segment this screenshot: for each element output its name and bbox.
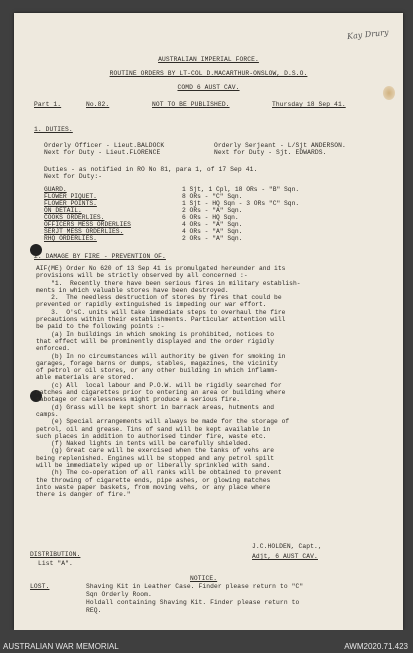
duty-detail: 4 ORs - "A" Sqn. [182,221,243,228]
duty-name: FLOWER POINTS. [44,200,97,207]
archive-accession-number: AWM2020.71.423 [344,642,408,651]
handwritten-annotation: Kay Drury [347,27,390,42]
duty-name: SERJT MESS ORDERLIES. [44,228,124,235]
notice-heading: NOTICE. [190,575,218,582]
signatory-name: J.C.HOLDEN, Capt., [252,543,322,550]
order-number: No.82. [86,101,110,108]
duty-detail: 1 Sjt - HQ Sqn - 3 ORs "C" Sqn. [182,200,300,207]
signatory-role: Adjt, 6 AUST CAV. [252,553,318,560]
part-number: Part 1. [34,101,62,108]
order-date: Thursday 18 Sep 41. [272,101,346,108]
unit-heading: COMD 6 AUST CAV. [177,84,240,91]
next-for-duty-label: Next for Duty:- [44,173,103,180]
duties-notified: Duties - as notified in RO No 81, para 1, of 17 Sep 41. [44,166,258,173]
document-subtitle: ROUTINE ORDERS BY LT-COL D.MACARTHUR-ONSLOW, D.S.O. [109,70,308,77]
document-title: AUSTRALIAN IMPERIAL FORCE. [158,56,259,63]
duty-detail: 2 ORs - "A" Sqn. [182,235,243,242]
duty-detail: 1 Sjt, 1 Cpl, 18 ORs - "B" Sqn. [182,186,300,193]
serjeant-next-for-duty: Next for Duty - Sjt. EDWARDS. [214,149,327,156]
duty-detail: 6 ORs - HQ Sqn. [182,214,239,221]
lost-label: LOST. [30,583,50,590]
duty-name: ON DETAIL. [44,207,82,214]
distribution-label: DISTRIBUTION. [30,551,81,558]
duty-name: FLOWER PIQUET. [44,193,97,200]
orderly-serjeant: Orderly Serjeant - L/Sjt ANDERSON. [214,142,346,149]
orderly-officer: Orderly Officer - Lieut.BALDOCK [44,142,165,149]
duty-detail: 4 ORs - "A" Sqn. [182,228,243,235]
officer-next-for-duty: Next for Duty - Lieut.FLORENCE [44,149,161,156]
archive-footer [0,630,413,653]
document-page [14,13,403,630]
duty-name: OFFICERS MESS ORDERLIES [44,221,131,228]
duty-detail: 2 ORs - "A" Sqn. [182,207,243,214]
duty-name: COOKS ORDERLIES. [44,214,105,221]
duty-name: GUARD. [44,186,67,193]
notice-line: REQ. [86,607,102,614]
damage-by-fire-text: AIF(ME) Order No 620 of 13 Sep 41 is promulgated hereunder and its provisions will be strictly observed by all concerned :- "1. Recently there have been serious fires in military establish- ments in which valuable stores have been destroyed. 2. The needless destruction of stores by fires that could be prevented or rapidly extinguished is impeding our war effort. 3. O'sC. units will take immediate steps to overhaul the fire precautions within their establishments. Particular attention will be paid to the following points :- (a) In buildings in which smoking is prohibited, notices to that effect will be prominently displayed and the order rigidly enforced. (b) In no circumstances will authority be given for smoking in garages, forage barns or dumps, stables, magazines, the vicinity of petrol or oil stores, or any other building in which inflamm- able materials are stored. (c) All local labour and P.O.W. will be rigidly searched for matches and cigarettes prior to entering an area or building where sabotage or carelessness might produce a serious fire. (d) Grass will be kept short in barrack areas, hutments and camps. (e) Special arrangements will always be made for the storage of petrol, oil and grease. Tins of sand will be kept available in such places in addition to authorised tinder fire, waste etc. (f) Naked lights in tents will be carefully shielded. (g) Great care will be exercised when the tanks of vehs are being replenished. Engines will be stopped and any petrol spilt will be immediately wiped up or liberally sprinkled with sand. (h) The co-operation of all ranks will be obtained to prevent the throwing of cigarette ends, pipe ashes, or glowing matches into waste paper baskets, from moving vehs, or any place where there is danger of fire." [36,265,301,499]
distribution-list: List "A". [38,560,73,567]
duty-detail: 8 ORs - "C" Sqn. [182,193,243,200]
duty-name: RHQ ORDERLIES. [44,235,97,242]
damage-by-fire-heading: 2. DAMAGE BY FIRE - PREVENTION OF. [34,253,166,260]
notice-line: Shaving Kit in Leather Case. Finder please return to "C" [86,583,304,590]
notice-line: Holdall containing Shaving Kit. Finder please return to [86,599,300,606]
archive-name: AUSTRALIAN WAR MEMORIAL [3,642,119,651]
duties-heading: 1. DUTIES. [34,126,73,133]
restriction-note: NOT TO BE PUBLISHED. [152,101,230,108]
notice-line: Sqn Orderly Room. [86,591,152,598]
